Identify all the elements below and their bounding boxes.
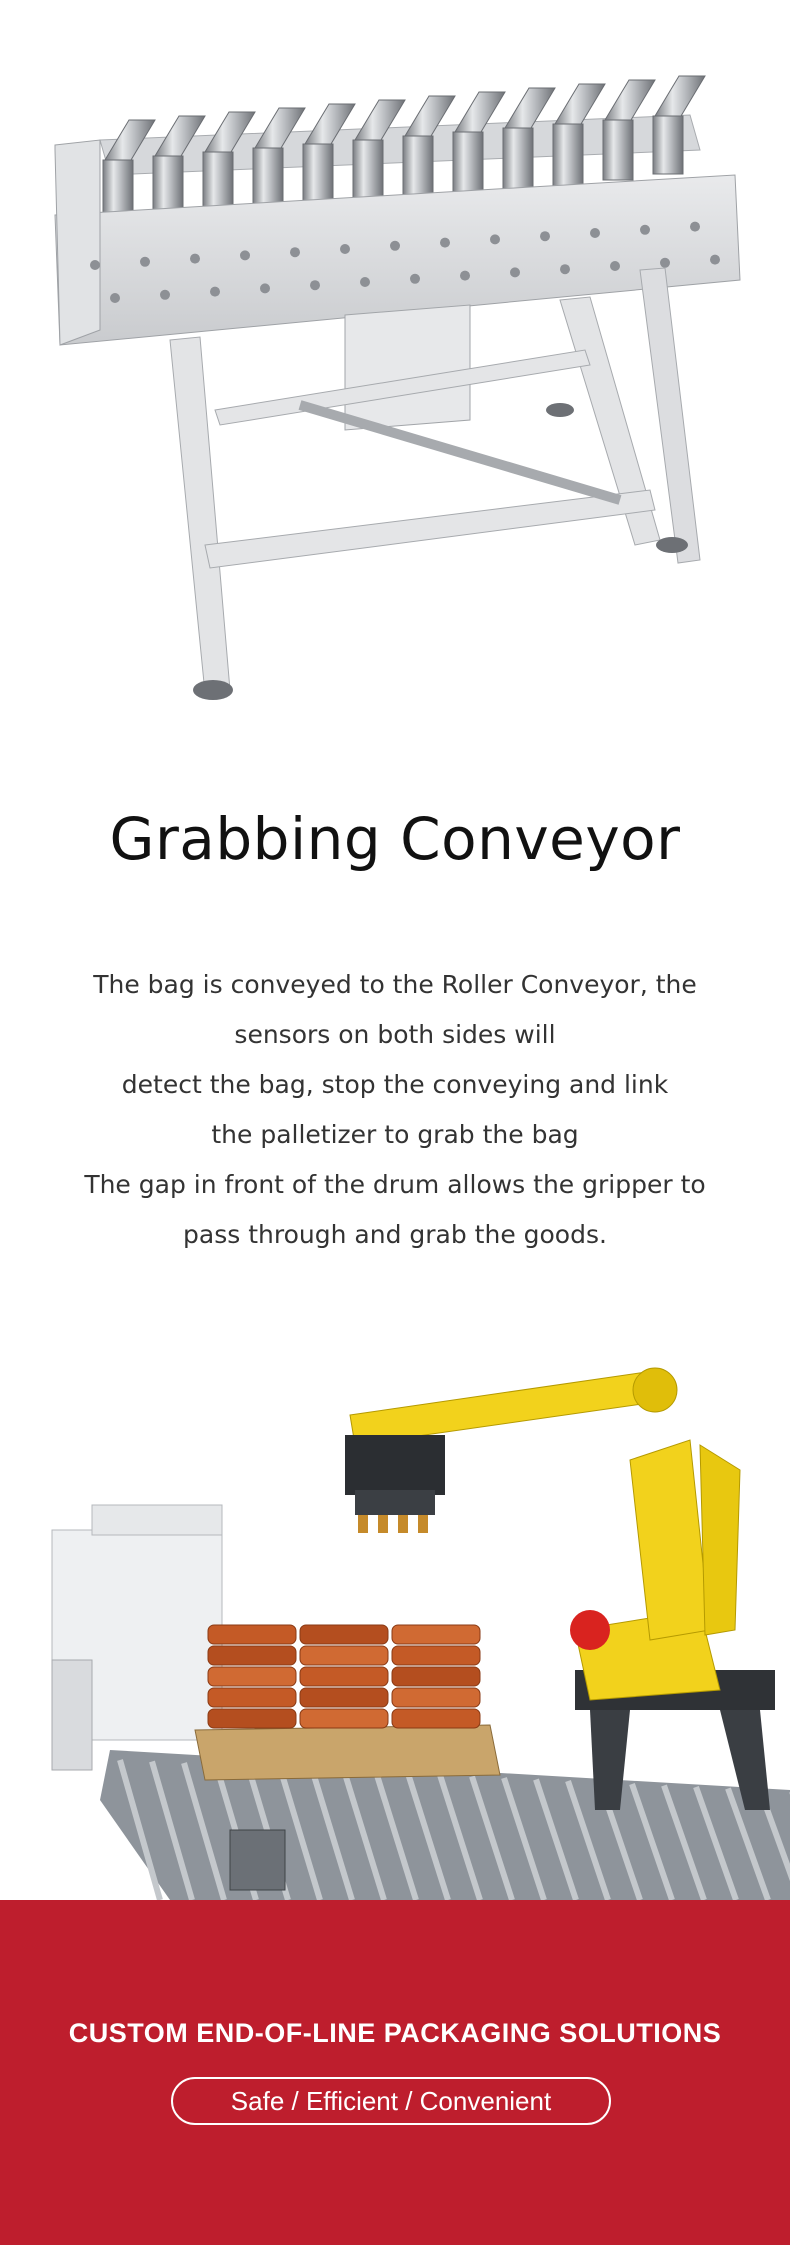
- palletizing-robot-illustration: [0, 1330, 790, 1900]
- description-line: detect the bag, stop the conveying and link: [121, 1070, 669, 1099]
- banner-title: CUSTOM END-OF-LINE PACKAGING SOLUTIONS: [68, 2018, 722, 2048]
- roller-conveyor-illustration: [0, 0, 790, 760]
- description-line: the palletizer to grab the bag: [211, 1120, 579, 1149]
- description-line: sensors on both sides will: [234, 1020, 556, 1049]
- description-line: The gap in front of the drum allows the gripper to: [84, 1170, 706, 1199]
- description-line: pass through and grab the goods.: [183, 1220, 607, 1249]
- feature-efficient: Efficient: [305, 2085, 398, 2116]
- feature-separator: /: [284, 2085, 306, 2116]
- feature-safe: Safe: [230, 2085, 285, 2116]
- description-line: The bag is conveyed to the Roller Conveyor, the: [93, 970, 697, 999]
- palletizing-robot-image: [0, 1330, 790, 1900]
- features-pill: [171, 2077, 611, 2125]
- product-title: Grabbing Conveyor: [109, 805, 681, 873]
- roller-conveyor-image: [0, 0, 790, 760]
- feature-convenient: Convenient: [419, 2085, 552, 2116]
- product-description: [70, 960, 720, 1260]
- feature-separator: /: [397, 2085, 420, 2116]
- solutions-banner: [0, 1900, 790, 2245]
